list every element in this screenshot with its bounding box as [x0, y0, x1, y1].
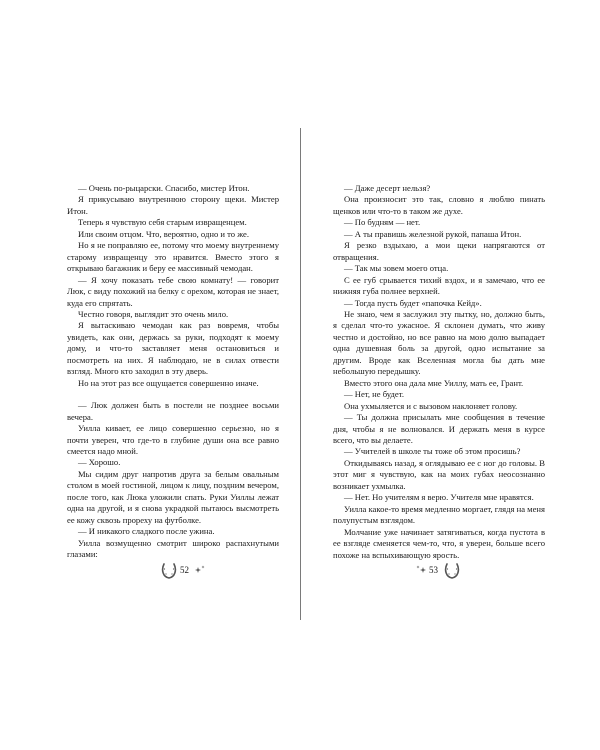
sparkle-icon — [194, 565, 206, 577]
paragraph: — Очень по-рыцарски. Спасибо, мистер Итон. — [78, 183, 250, 193]
page-number: 53 — [429, 565, 438, 575]
paragraph: — Хорошо. — [78, 457, 121, 468]
paragraph: Честно говоря, выглядит это очень мило. — [78, 308, 229, 319]
left-page-folio — [153, 562, 213, 584]
right-page-text — [333, 183, 545, 561]
paragraph: Вместо этого она дала мне Уиллу, мать ее, Грант. — [344, 377, 524, 388]
paragraph: — А ты правишь железной рукой, папаша Итон. — [344, 228, 522, 239]
gutter-line — [300, 128, 301, 620]
paragraph: Откидываясь назад, я оглядываю ее с ног до головы. В этот миг я чувствую, как на моих губах неосознанно возникает ухмылка. — [333, 457, 545, 491]
paragraph: — Тогда пусть будет «папочка Кейд». — [344, 297, 482, 308]
right-page-folio — [413, 562, 473, 584]
paragraph: С ее губ срывается тихий вздох, и я замечаю, что ее нижняя губа полнее верхней. — [333, 274, 545, 297]
paragraph: — Я хочу показать тебе свою комнату! — говорит Люк, с виду похожий на белку с орехом, которая не знает, куда его спрятать. — [67, 274, 279, 308]
paragraph: — По будням — нет. — [344, 217, 421, 228]
paragraph: — Учителей в школе ты тоже об этом просишь? — [344, 446, 521, 457]
paragraph: Я резко вздыхаю, а мои щеки напрягаются от отвращения. — [333, 240, 545, 262]
paragraph: Она произносит это так, словно я люблю пинать щенков или что-то в таком же духе. — [333, 194, 545, 216]
paragraph: Молчание уже начинает затягиваться, когда пустота в ее взгляде сменяется чем-то, что, я уверен, больше всего похоже на вспыхивающую ярость. — [333, 526, 545, 560]
paragraph: Мы сидим друг напротив друга за белым овальным столом в моей гостиной, лицом к лицу, поздним вечером, после того, как Люка уложили спать. Руки Уиллы лежат одна на другой, и я снова украдкой пытаюсь высмотреть ее кожу сквозь прореху на футболке. — [67, 468, 279, 525]
page-number: 52 — [180, 565, 189, 575]
paragraph: — Нет. Но учителям я верю. Учителя мне нравятся. — [344, 492, 534, 503]
paragraph: — И никакого сладкого после ужина. — [78, 526, 215, 537]
horseshoe-icon — [161, 562, 177, 580]
paragraph: — Ты должна присылать мне сообщения в течение дня, чтобы я не волновался. И держать меня в курсе всего, что вы делаете. — [333, 412, 545, 445]
left-page-text — [67, 183, 279, 561]
paragraph: — Так мы зовем моего отца. — [344, 263, 449, 274]
sparkle-icon — [415, 565, 427, 577]
paragraph: Она ухмыляется и с вызовом наклоняет голову. — [344, 400, 518, 411]
paragraph: Не знаю, чем я заслужил эту пытку, но, должно быть, я сделал что-то ужасное. Я склонен думать, что живу честно и достойно, но все равно на мою долю выпадает одна душевная боль за другой, одно испытание за другим. Вроде как Вселенная могла бы дать мне небольшую передышку. — [333, 308, 545, 377]
paragraph: Уилла кивает, ее лицо совершенно серьезно, но я почти уверен, что где-то в глубине души она все равно смеется надо мной. — [67, 423, 279, 456]
paragraph: — Люк должен быть в постели не позднее восьми вечера. — [67, 400, 279, 422]
paragraph: Уилла какое-то время медленно моргает, глядя на меня полупустым взглядом. — [333, 503, 545, 526]
horseshoe-icon — [444, 562, 460, 580]
paragraph: Но я не поправляю ее, потому что моему внутреннему старому извращенцу это нравится. Вместо этого я открываю багажник и беру ее массивный чемодан. — [67, 240, 279, 274]
paragraph: — Даже десерт нельзя? — [344, 183, 431, 193]
paragraph: — Нет, не будет. — [344, 389, 404, 400]
paragraph: Уилла возмущенно смотрит широко распахнутыми глазами: — [67, 537, 279, 560]
paragraph: Теперь я чувствую себя старым извращенцем. — [78, 217, 247, 228]
paragraph: Но на этот раз все ощущается совершенно иначе. — [78, 377, 259, 388]
paragraph: Или своим отцом. Что, вероятно, одно и то же. — [78, 228, 250, 239]
paragraph: Я вытаскиваю чемодан как раз вовремя, чтобы увидеть, как они, держась за руки, подходят к моему дому, и что-то заставляет меня остановиться и посмотреть на них. Я наблюдаю, не в силах отвести взгляд. Много кто заходил в эту дверь. — [67, 320, 279, 377]
paragraph: Я прикусываю внутреннюю сторону щеки. Мистер Итон. — [67, 194, 279, 216]
